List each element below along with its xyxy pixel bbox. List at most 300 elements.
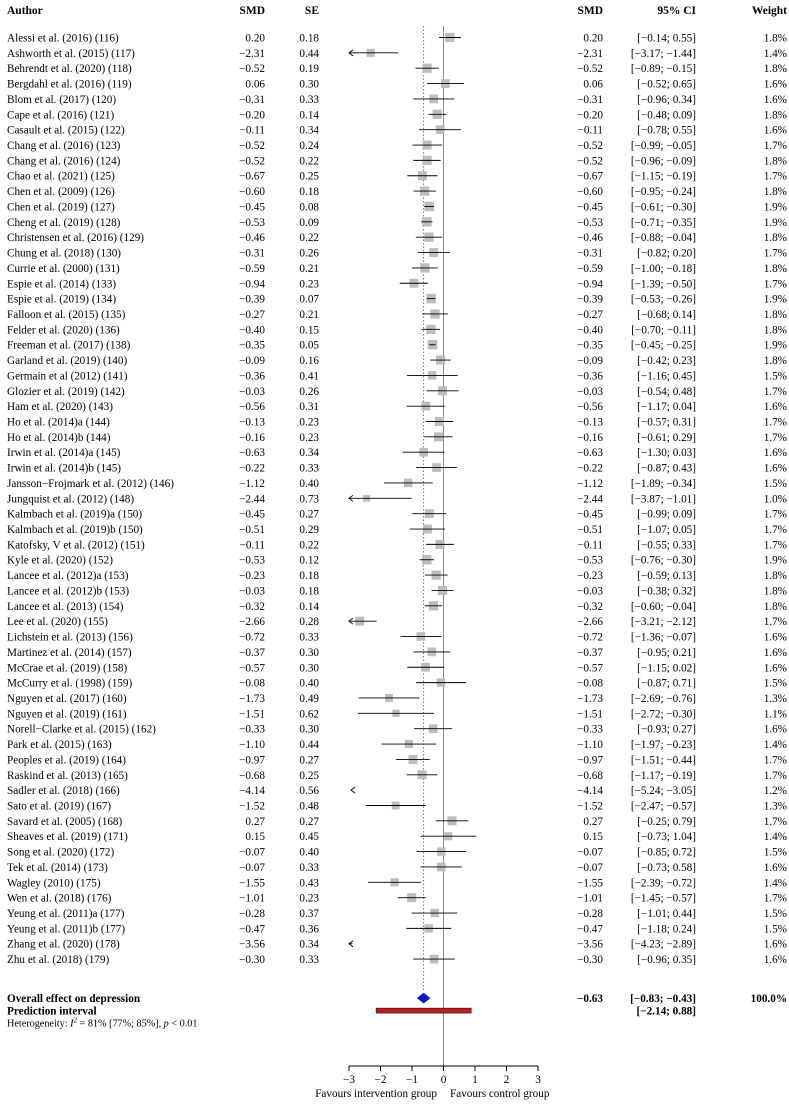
study-ci: [−1.01; 0.44] [637, 908, 696, 921]
overall-ci: [−0.83; −0.43] [630, 993, 696, 1006]
study-row [7, 294, 787, 306]
study-smd-right: −0.47 [577, 923, 603, 936]
overall-smd: −0.63 [577, 993, 603, 1006]
study-smd: −0.22 [239, 462, 265, 475]
study-ci: [−0.70; −0.11] [631, 324, 696, 337]
study-smd: 0.06 [245, 78, 265, 91]
study-smd: −0.11 [239, 124, 265, 137]
study-smd-right: −1.10 [577, 739, 603, 752]
study-row [7, 739, 787, 751]
study-se: 0.08 [299, 201, 319, 214]
study-weight: 1.6% [763, 447, 787, 460]
prediction-row [7, 1006, 696, 1018]
study-weight: 1.1% [763, 708, 787, 721]
study-smd: 0.27 [245, 815, 265, 828]
study-author: Sheaves et al. (2019) (171) [7, 831, 128, 844]
study-smd-right: −0.32 [577, 600, 603, 613]
study-smd: −1.52 [239, 800, 265, 813]
heterogeneity-text [7, 1017, 197, 1030]
study-ci: [−2.39; −0.72] [630, 877, 696, 890]
study-author: Katofsky, V et al. (2012) (151) [7, 539, 145, 552]
study-ci: [−0.54; 0.48] [637, 385, 696, 398]
study-smd-right: −1.73 [577, 692, 603, 705]
study-author: Chung et al. (2018) (130) [7, 247, 122, 260]
study-weight: 1.5% [763, 677, 787, 690]
study-row [7, 201, 787, 213]
study-row [7, 555, 787, 567]
study-row [7, 263, 787, 275]
study-smd-right: −0.22 [577, 462, 603, 475]
summary-rows [7, 993, 787, 1018]
study-se: 0.22 [299, 155, 319, 168]
study-smd: −0.11 [239, 539, 265, 552]
study-weight: 1.6% [763, 723, 787, 736]
study-author: Martinez et al. (2014) (157) [7, 646, 132, 659]
study-se: 0.33 [299, 631, 319, 644]
study-author: Peoples et al. (2019) (164) [7, 754, 126, 767]
study-weight: 1.8% [763, 186, 787, 199]
study-ci: [−1.15; −0.19] [630, 170, 696, 183]
study-author: Jansson−Frojmark et al. (2012) (146) [7, 477, 174, 490]
study-row [7, 509, 787, 521]
study-author: Lancee et al. (2012)a (153) [7, 570, 129, 583]
study-smd-right: −0.09 [577, 355, 603, 368]
study-se: 0.07 [299, 293, 319, 306]
study-smd-right: −0.51 [577, 524, 603, 537]
prediction-ci: [−2.14; 0.88] [636, 1005, 696, 1018]
heterogeneity-part: < 0.01 [168, 1018, 198, 1030]
study-weight: 1.7% [763, 416, 787, 429]
study-author: Yeung et al. (2011)a (177) [7, 908, 125, 921]
study-row [7, 923, 787, 935]
study-weight: 1.7% [763, 278, 787, 291]
study-author: Germain et al (2012) (141) [7, 370, 128, 383]
study-weight: 1.3% [763, 692, 787, 705]
study-smd-right: −1.55 [577, 877, 603, 890]
study-ci: [−0.73; 1.04] [637, 831, 696, 844]
study-se: 0.40 [299, 846, 319, 859]
study-weight: 1.7% [763, 892, 787, 905]
study-ci: [−0.52; 0.65] [637, 78, 696, 91]
heterogeneity-part: 2 [73, 1016, 77, 1025]
overall-label: Overall effect on depression [7, 993, 141, 1006]
study-smd-right: −0.23 [577, 570, 603, 583]
study-ci: [−1.45; −0.57] [630, 892, 696, 905]
study-row [7, 186, 787, 198]
study-smd-right: −0.52 [577, 63, 603, 76]
study-weight: 1.6% [763, 631, 787, 644]
study-smd: −0.57 [239, 662, 265, 675]
study-se: 0.37 [299, 908, 319, 921]
study-author: Cape et al. (2016) (121) [7, 109, 115, 122]
heterogeneity-part: = 81% [77%; 85%], [77, 1018, 164, 1030]
study-ci: [−1.17; −0.19] [630, 769, 696, 782]
study-author: Chang et al. (2016) (123) [7, 140, 121, 153]
study-se: 0.23 [299, 431, 319, 444]
study-row [7, 432, 787, 444]
study-smd: −0.94 [239, 278, 265, 291]
study-author: Kyle et al. (2020) (152) [7, 554, 113, 567]
study-row [7, 109, 787, 121]
study-weight: 1.4% [763, 877, 787, 890]
study-smd-right: −0.56 [577, 401, 603, 414]
study-weight: 1.5% [763, 846, 787, 859]
study-author: Savard et al. (2005) (168) [7, 815, 123, 828]
study-row [7, 278, 787, 290]
study-se: 0.12 [299, 554, 319, 567]
study-row [7, 893, 787, 905]
study-row [7, 954, 787, 966]
heterogeneity-part: Heterogeneity: [7, 1018, 71, 1030]
study-se: 0.18 [299, 570, 319, 583]
study-row [7, 678, 787, 690]
study-ci: [−1.16; 0.45] [637, 370, 696, 383]
study-author: Wen et al. (2018) (176) [7, 892, 112, 905]
study-row [7, 324, 787, 336]
study-smd-right: −0.45 [577, 201, 603, 214]
study-weight: 1.8% [763, 308, 787, 321]
study-weight: 1.9% [763, 201, 787, 214]
study-row [7, 816, 787, 828]
x-tick-label: 0 [440, 1074, 447, 1086]
column-headers [7, 5, 787, 17]
study-smd-right: −0.67 [577, 170, 603, 183]
study-smd-right: −0.07 [577, 846, 603, 859]
study-smd: −0.60 [239, 186, 265, 199]
study-smd-right: −2.44 [577, 493, 603, 506]
study-smd: −0.08 [239, 677, 265, 690]
study-author: Wagley (2010) (175) [7, 877, 101, 890]
x-tick-label: −1 [406, 1074, 418, 1086]
x-axis [315, 1066, 550, 1100]
study-se: 0.09 [299, 216, 319, 229]
study-ci: [−0.96; 0.35] [637, 954, 696, 967]
study-author: Felder et al. (2020) (136) [7, 324, 120, 337]
study-author: Falloon et al. (2015) (135) [7, 308, 126, 321]
study-smd: −1.73 [239, 692, 265, 705]
study-weight: 1.7% [763, 815, 787, 828]
study-smd: −4.14 [239, 785, 265, 798]
study-smd-right: −2.31 [577, 47, 603, 60]
study-weight: 1.0% [763, 493, 787, 506]
overall-row [7, 993, 787, 1005]
study-row [7, 417, 787, 429]
study-weight: 1.8% [763, 232, 787, 245]
study-weight: 1.3% [763, 800, 787, 813]
study-smd: −0.39 [239, 293, 265, 306]
study-smd-right: −0.13 [577, 416, 603, 429]
study-smd-right: −0.37 [577, 646, 603, 659]
overall-diamond [417, 993, 430, 1003]
heterogeneity-part: I [70, 1018, 74, 1030]
ci-arrow-left [351, 787, 355, 793]
study-smd-right: −0.30 [577, 954, 603, 967]
study-smd: −1.10 [239, 739, 265, 752]
study-weight: 1.7% [763, 524, 787, 537]
study-smd-right: −0.63 [577, 447, 603, 460]
study-row [7, 48, 787, 60]
study-row [7, 939, 787, 951]
study-row [7, 94, 787, 106]
favours-left-label: Favours intervention group [315, 1088, 437, 1100]
study-se: 0.45 [299, 831, 319, 844]
study-smd-right: −0.59 [577, 262, 603, 275]
study-smd: −1.55 [239, 877, 265, 890]
study-smd: −0.67 [239, 170, 265, 183]
study-se: 0.30 [299, 646, 319, 659]
study-smd-right: −0.07 [577, 861, 603, 874]
study-weight: 1.8% [763, 109, 787, 122]
study-smd-right: −0.27 [577, 308, 603, 321]
study-smd-right: −0.03 [577, 385, 603, 398]
study-smd: −0.32 [239, 600, 265, 613]
study-ci: [−0.88; −0.04] [630, 232, 696, 245]
study-ci: [−0.53; −0.26] [630, 293, 696, 306]
study-author: Raskind et al. (2013) (165) [7, 769, 128, 782]
study-se: 0.24 [299, 140, 319, 153]
study-smd: −1.51 [239, 708, 265, 721]
study-ci: [−1.39; −0.50] [630, 278, 696, 291]
study-smd: −0.97 [239, 754, 265, 767]
study-smd-right: −1.01 [577, 892, 603, 905]
study-weight: 1.9% [763, 293, 787, 306]
study-row [7, 585, 787, 597]
study-ci: [−1.18; 0.24] [637, 923, 696, 936]
study-author: McCrae et al. (2019) (158) [7, 662, 128, 675]
study-se: 0.18 [299, 32, 319, 45]
study-smd: −0.51 [239, 524, 265, 537]
study-author: Alessi et al. (2016) (116) [7, 32, 119, 45]
study-smd-right: −0.39 [577, 293, 603, 306]
study-ci: [−0.45; −0.25] [630, 339, 696, 352]
study-se: 0.43 [299, 877, 319, 890]
study-se: 0.25 [299, 769, 319, 782]
study-weight: 1.4% [763, 739, 787, 752]
study-smd-right: 0.27 [583, 815, 603, 828]
study-smd: −1.01 [239, 892, 265, 905]
study-weight: 1.4% [763, 831, 787, 844]
footer [7, 1017, 197, 1030]
study-se: 0.25 [299, 170, 319, 183]
study-ci: [−3.87; −1.01] [630, 493, 696, 506]
study-smd: −0.35 [239, 339, 265, 352]
study-smd-right: −0.52 [577, 140, 603, 153]
study-row [7, 171, 787, 183]
study-se: 0.21 [299, 262, 319, 275]
study-se: 0.26 [299, 385, 319, 398]
study-se: 0.36 [299, 923, 319, 936]
study-weight: 1.6% [763, 462, 787, 475]
study-smd: −0.37 [239, 646, 265, 659]
study-ci: [−0.55; 0.33] [637, 539, 696, 552]
study-row [7, 524, 787, 536]
study-smd-right: −0.33 [577, 723, 603, 736]
study-row [7, 570, 787, 582]
study-row [7, 478, 787, 490]
study-author: Irwin et al. (2014)a (145) [7, 447, 121, 460]
study-row [7, 724, 787, 736]
study-author: Song et al. (2020) (172) [7, 846, 115, 859]
header-se: SE [304, 5, 319, 17]
study-ci: [−0.89; −0.15] [630, 63, 696, 76]
study-weight: 1.6% [763, 938, 787, 951]
study-se: 0.33 [299, 93, 319, 106]
study-ci: [−0.85; 0.72] [637, 846, 696, 859]
study-row [7, 232, 787, 244]
study-row [7, 493, 787, 505]
study-weight: 1.6% [763, 954, 787, 967]
study-smd: −0.46 [239, 232, 265, 245]
study-smd: −0.16 [239, 431, 265, 444]
study-author: Lancee et al. (2012)b (153) [7, 585, 130, 598]
study-ci: [−0.25; 0.79] [637, 815, 696, 828]
study-se: 0.44 [299, 47, 319, 60]
study-ci: [−0.68; 0.14] [637, 308, 696, 321]
x-tick-label: −3 [343, 1074, 355, 1086]
study-se: 0.62 [299, 708, 319, 721]
study-smd: −0.40 [239, 324, 265, 337]
study-se: 0.31 [299, 401, 319, 414]
study-se: 0.21 [299, 308, 319, 321]
study-smd: −0.07 [239, 861, 265, 874]
study-row [7, 463, 787, 475]
study-ci: [−2.72; −0.30] [630, 708, 696, 721]
study-row [7, 539, 787, 551]
study-row [7, 831, 787, 843]
study-se: 0.18 [299, 585, 319, 598]
study-row [7, 33, 787, 45]
study-ci: [−0.99; 0.09] [637, 508, 696, 521]
study-row [7, 401, 787, 413]
study-rows [7, 33, 787, 967]
study-weight: 1.4% [763, 47, 787, 60]
study-se: 0.44 [299, 739, 319, 752]
study-weight: 1.8% [763, 32, 787, 45]
study-smd-right: −0.97 [577, 754, 603, 767]
study-author: Freeman et al. (2017) (138) [7, 339, 131, 352]
study-author: Sato et al. (2019) (167) [7, 800, 112, 813]
study-row [7, 309, 787, 321]
study-smd: −0.52 [239, 155, 265, 168]
study-author: Park et al. (2015) (163) [7, 739, 112, 752]
study-smd: −0.47 [239, 923, 265, 936]
study-row [7, 355, 787, 367]
study-weight: 1.6% [763, 401, 787, 414]
study-author: Behrendt et al. (2020) (118) [7, 63, 132, 76]
header-author: Author [7, 5, 43, 17]
study-smd-right: −3.56 [577, 938, 603, 951]
favours-right-label: Favours control group [450, 1088, 550, 1100]
study-smd: −0.63 [239, 447, 265, 460]
study-author: Irwin et al. (2014)b (145) [7, 462, 122, 475]
study-row [7, 908, 787, 920]
study-ci: [−0.82; 0.20] [637, 247, 696, 260]
study-author: Kalmbach et al. (2019)b (150) [7, 524, 143, 537]
study-weight: 1.7% [763, 616, 787, 629]
study-weight: 1.6% [763, 93, 787, 106]
study-se: 0.27 [299, 508, 319, 521]
study-smd: 0.20 [245, 32, 265, 45]
study-row [7, 63, 787, 75]
header-smd: SMD [239, 5, 265, 17]
study-row [7, 862, 787, 874]
study-smd-right: −2.66 [577, 616, 603, 629]
study-smd: −0.52 [239, 140, 265, 153]
study-se: 0.40 [299, 477, 319, 490]
study-author: Jungquist et al. (2012) (148) [7, 493, 135, 506]
study-weight: 1.6% [763, 861, 787, 874]
study-smd-right: −1.12 [577, 477, 603, 490]
study-author: Ashworth et al. (2015) (117) [7, 47, 135, 60]
study-smd: −0.20 [239, 109, 265, 122]
study-ci: [−1.15; 0.02] [637, 662, 696, 675]
study-ci: [−0.93; 0.27] [637, 723, 696, 736]
study-weight: 1.7% [763, 508, 787, 521]
study-smd-right: −0.20 [577, 109, 603, 122]
header-weight: Weight [751, 5, 787, 17]
study-author: Espie et al. (2019) (134) [7, 293, 117, 306]
study-author: Cheng et al. (2019) (128) [7, 216, 121, 229]
study-smd: −0.13 [239, 416, 265, 429]
study-weight: 1.6% [763, 124, 787, 137]
study-author: Chang et al. (2016) (124) [7, 155, 121, 168]
study-smd-right: −1.52 [577, 800, 603, 813]
study-weight: 1.8% [763, 585, 787, 598]
study-ci: [−1.17; 0.04] [637, 401, 696, 414]
study-author: Lancee et al. (2013) (154) [7, 600, 124, 613]
study-se: 0.16 [299, 355, 319, 368]
study-ci: [−0.73; 0.58] [637, 861, 696, 874]
study-ci: [−2.47; −0.57] [630, 800, 696, 813]
study-weight: 1.8% [763, 355, 787, 368]
study-smd: −0.59 [239, 262, 265, 275]
study-smd: −0.03 [239, 385, 265, 398]
study-author: Chen et al. (2009) (126) [7, 186, 115, 199]
study-weight: 1.6% [763, 662, 787, 675]
study-smd: −0.33 [239, 723, 265, 736]
study-se: 0.28 [299, 616, 319, 629]
study-smd: −0.07 [239, 846, 265, 859]
study-ci: [−0.61; −0.30] [630, 201, 696, 214]
study-se: 0.29 [299, 524, 319, 537]
study-ci: [−0.57; 0.31] [637, 416, 696, 429]
study-se: 0.30 [299, 78, 319, 91]
study-smd: −0.72 [239, 631, 265, 644]
study-weight: 1.8% [763, 155, 787, 168]
study-weight: 1.6% [763, 78, 787, 91]
study-weight: 1.5% [763, 923, 787, 936]
study-row [7, 662, 787, 674]
study-ci: [−0.60; −0.04] [630, 600, 696, 613]
study-se: 0.14 [299, 109, 319, 122]
study-weight: 1.5% [763, 370, 787, 383]
study-se: 0.30 [299, 662, 319, 675]
study-ci: [−0.95; 0.21] [637, 646, 696, 659]
study-author: Kalmbach et al. (2019)a (150) [7, 508, 143, 521]
study-smd: −0.09 [239, 355, 265, 368]
study-author: Sadler et al. (2018) (166) [7, 785, 120, 798]
study-row [7, 386, 787, 398]
study-author: Norell−Clarke et al. (2015) (162) [7, 723, 156, 736]
study-smd-right: −0.31 [577, 247, 603, 260]
study-weight: 1.6% [763, 646, 787, 659]
study-ci: [−0.71; −0.35] [630, 216, 696, 229]
study-weight: 1.8% [763, 63, 787, 76]
study-ci: [−1.97; −0.23] [630, 739, 696, 752]
study-smd-right: 0.06 [583, 78, 603, 91]
study-weight: 1.7% [763, 385, 787, 398]
study-ci: [−0.78; 0.55] [637, 124, 696, 137]
